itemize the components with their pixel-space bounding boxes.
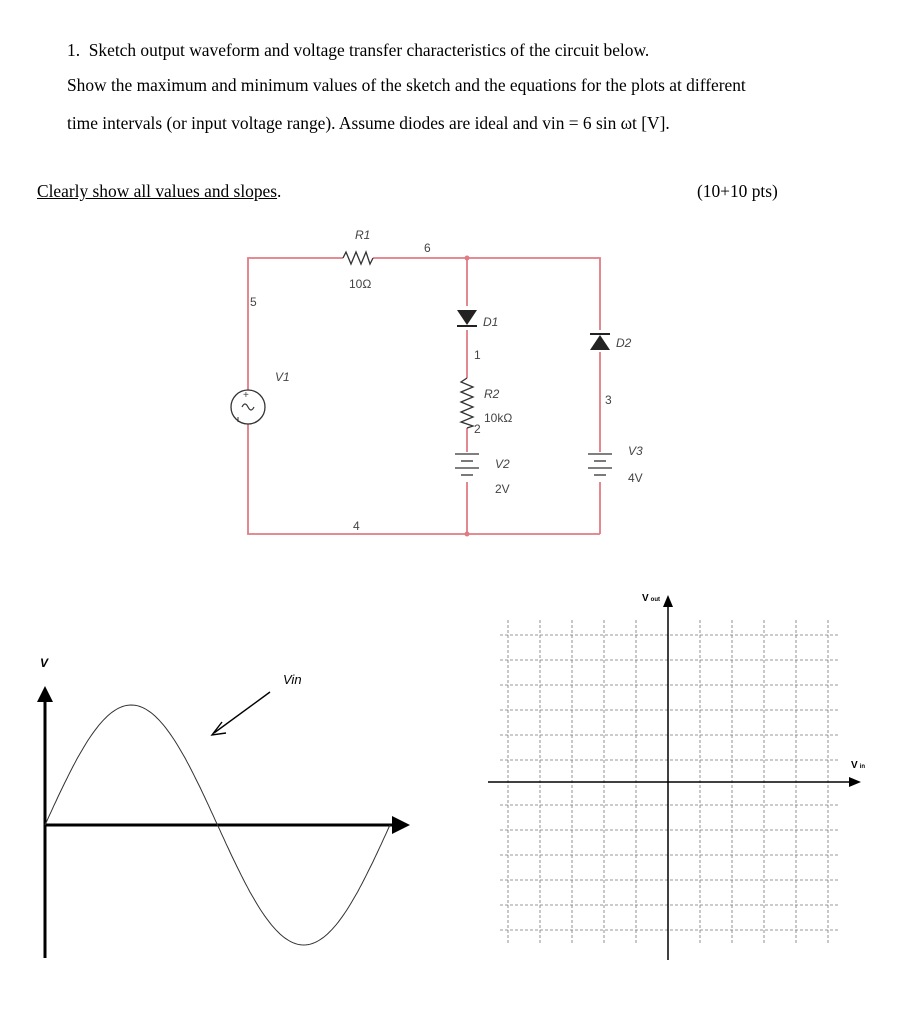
v2-label: V2: [495, 457, 510, 471]
vin-axis-label-v: V: [851, 760, 858, 771]
node-2-label: 2: [474, 422, 481, 436]
v3-label: V3: [628, 444, 643, 458]
junction-dot-top: [465, 256, 470, 261]
node-1-label: 1: [474, 348, 481, 362]
vout-label-sub: out: [650, 597, 660, 603]
vin-axis-arrowhead: [849, 777, 861, 787]
v3-battery-symbol: [588, 454, 612, 475]
node-3-label: 3: [605, 393, 612, 407]
wire-left-top: [248, 258, 343, 390]
svg-text:+: +: [243, 390, 249, 401]
d1-diode-symbol: [457, 310, 477, 326]
v2-value: 2V: [495, 482, 510, 496]
r2-label: R2: [484, 387, 500, 401]
input-waveform-plot: [37, 656, 410, 958]
vtc-y-axis-label: [642, 593, 660, 604]
v1-label: V1: [275, 370, 290, 384]
r2-value: 10kΩ: [484, 411, 513, 425]
junction-dot-bottom: [465, 532, 470, 537]
question-line-2: Show the maximum and minimum values of the sketch and the equations for the plots at different: [67, 75, 746, 95]
time-axis-arrowhead: [392, 816, 410, 834]
waveform-y-axis-label: V: [40, 656, 49, 670]
circuit-schematic: [231, 228, 643, 537]
v1-ac-source-symbol: [231, 390, 265, 424]
vtc-x-axis-label: [851, 760, 865, 771]
instruction-period: .: [277, 181, 282, 201]
r1-resistor-symbol: [343, 252, 373, 264]
circuit-wires: [248, 258, 600, 534]
v2-battery-symbol: [455, 454, 479, 475]
node-4-label: 4: [353, 519, 360, 533]
node-5-label: 5: [250, 295, 257, 309]
v3-value: 4V: [628, 471, 643, 485]
d2-diode-symbol: [590, 334, 610, 350]
voltage-axis-arrowhead: [37, 686, 53, 702]
r2-resistor-symbol: [461, 378, 473, 428]
vin-label: Vin: [283, 672, 302, 687]
vin-axis-label-sub: in: [859, 764, 866, 770]
d1-label: D1: [483, 315, 499, 329]
question-number: 1.: [67, 40, 81, 60]
r1-value: 10Ω: [349, 277, 372, 291]
d2-label: D2: [616, 336, 632, 350]
wire-bottom: [248, 424, 600, 534]
instruction-text: Clearly show all values and slopes: [37, 181, 278, 201]
vtc-plot: [488, 593, 865, 960]
question-text-1: Sketch output waveform and voltage transfer characteristics of the circuit below.: [88, 40, 650, 60]
vout-label-v: V: [642, 593, 649, 604]
points-label: (10+10 pts): [697, 181, 778, 201]
vout-axis-arrowhead: [663, 595, 673, 607]
question-line-3: time intervals (or input voltage range). Assume diodes are ideal and vin = 6 sin ωt [V].: [67, 113, 670, 133]
r1-label: R1: [355, 228, 371, 242]
node-6-label: 6: [424, 241, 431, 255]
vin-pointer-arrow: [212, 692, 270, 735]
